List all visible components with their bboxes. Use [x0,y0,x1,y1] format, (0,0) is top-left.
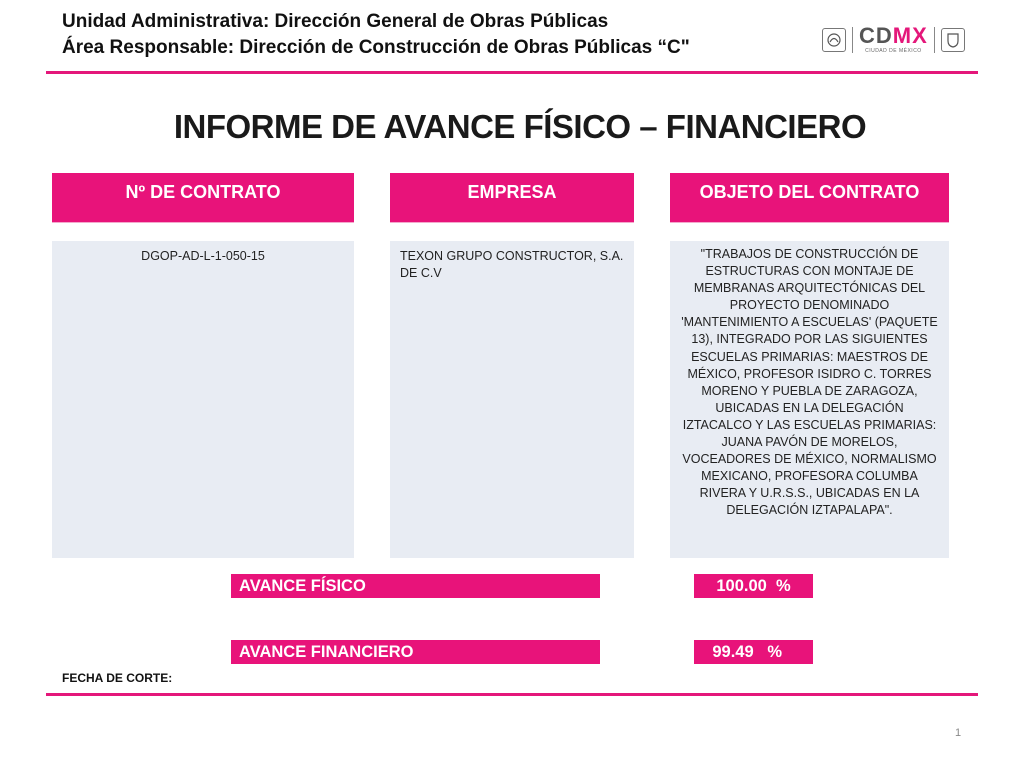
page-number: 1 [955,727,962,739]
cdmx-logo-cd: CD [859,23,893,48]
contract-object-box [670,241,949,558]
company-value: TEXON GRUPO CONSTRUCTOR, S.A. DE C.V [400,249,624,281]
administrative-unit-heading: Unidad Administrativa: Dirección General de Obras Públicas [62,11,609,32]
contract-number-box [52,241,354,558]
contract-object-value: "TRABAJOS DE CONSTRUCCIÓN DE ESTRUCTURAS CON MONTAJE DE MEMBRANAS ARQUITECTÓNICAS DEL PROYECTO DENOMINADO 'MANTENIMIENTO A ESCUELAS' (PAQUETE 13), INTEGRADO POR LAS SIGUIENTES ESCUELAS PRIMARIAS: MAESTROS DE MÉXICO, PROFESOR ISIDRO C. TORRES MORENO Y PUEBLA DE ZARAGOZA, UBICADAS EN LA DELEGACIÓN IZTACALCO Y LAS ESCUELAS PRIMARIAS: JUANA PAVÓN DE MORELOS, VOCEADORES DE MÉXICO, NORMALISMO MEXICANO, PROFESORA COLUMBA RIVERA Y U.R.S.S., UBICADAS EN LA DELEGACIÓN IZTAPALAPA". [681,247,938,518]
coat-of-arms-icon [822,28,846,52]
cdmx-logo-mx: MX [892,23,928,48]
company-box [390,241,634,558]
financial-progress-value: 99.49 % [694,640,813,664]
contract-object-header: OBJETO DEL CONTRATO [670,173,949,223]
cutoff-date-label: FECHA DE CORTE: [62,671,173,685]
logo-divider [852,27,853,53]
company-header: EMPRESA [390,173,634,223]
header-divider [46,71,978,74]
physical-progress-value: 100.00 % [694,574,813,598]
logo-divider [934,27,935,53]
footer-divider [46,693,978,696]
report-title: INFORME DE AVANCE FÍSICO – FINANCIERO [173,108,867,145]
financial-progress-label: AVANCE FINANCIERO [231,640,600,664]
cdmx-logo [859,23,928,54]
shield-icon [941,28,965,52]
physical-progress-label: AVANCE FÍSICO [231,574,600,598]
responsible-area-heading: Área Responsable: Dirección de Construcción de Obras Públicas “C" [62,37,690,58]
contract-number-header: Nº DE CONTRATO [52,173,354,223]
cdmx-logo-subtitle: CIUDAD DE MÉXICO [865,48,922,54]
contract-number-value: DGOP-AD-L-1-050-15 [141,249,265,263]
header-logos [822,24,978,56]
